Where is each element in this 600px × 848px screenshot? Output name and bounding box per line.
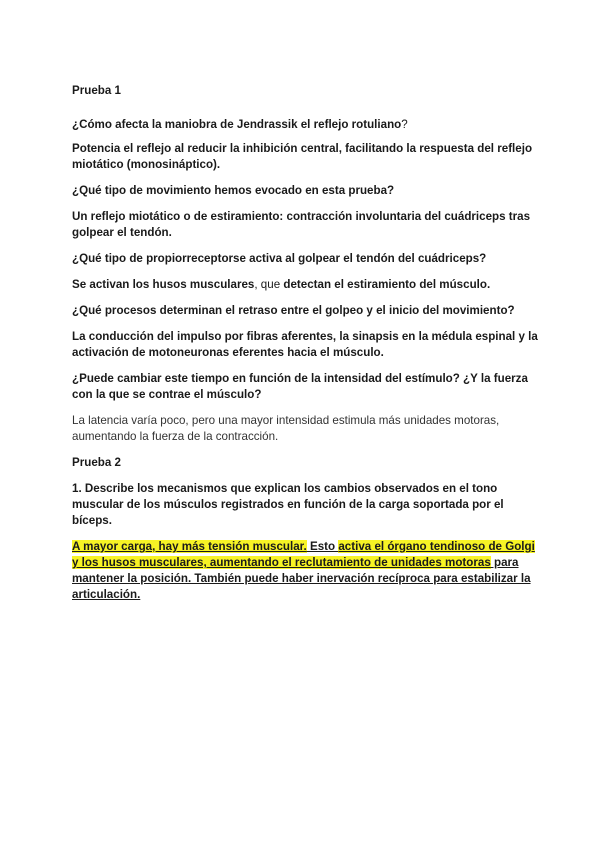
answer-6-tail: para mantener la posición. También puede haber inervación recíproca para estabilizar la articulación. [72,556,531,601]
answer-4: La conducción del impulso por fibras aferentes, la sinapsis en la médula espinal y la activación de motoneuronas eferentes hacia el músculo. [72,330,538,359]
question-6: 1. Describe los mecanismos que explican los cambios observados en el tono muscular de los músculos registrados en función de la carga soportada por el bíceps. [72,482,504,527]
question-5: ¿Puede cambiar este tiempo en función de la intensidad del estímulo? ¿Y la fuerza con la que se contrae el músculo? [72,372,528,401]
answer-6-highlight-1: A mayor carga, hay más tensión muscular. [72,540,307,553]
question-1-mark: ? [401,118,408,131]
answer-6-highlight-2: activa el órgano tendinoso de Golgi y los husos musculares, aumentando el reclutamiento de unidades motoras [72,540,535,569]
question-2: ¿Qué tipo de movimiento hemos evocado en esta prueba? [72,184,395,197]
question-4: ¿Qué procesos determinan el retraso entre el golpeo y el inicio del movimiento? [72,304,515,317]
answer-1: Potencia el reflejo al reducir la inhibición central, facilitando la respuesta del reflejo miotático (monosináptico). [72,142,533,171]
section-title-prueba-2: Prueba 2 [72,456,121,469]
answer-3 [72,277,542,293]
question-3: ¿Qué tipo de propiorreceptorse activa al golpear el tendón del cuádriceps? [72,252,487,265]
answer-6-connector: Esto [306,540,339,553]
answer-2: Un reflejo miotático o de estiramiento: contracción involuntaria del cuádriceps tras golpear el tendón. [72,210,531,239]
question-1 [72,117,542,133]
question-1-text: ¿Cómo afecta la maniobra de Jendrassik el reflejo rotuliano [72,118,402,131]
document-page [72,83,542,603]
answer-3-part-2: , que [254,278,284,291]
answer-3-part-3: detectan el estiramiento del músculo. [283,278,491,291]
answer-6 [72,539,542,603]
answer-5: La latencia varía poco, pero una mayor intensidad estimula más unidades motoras, aumentando la fuerza de la contracción. [72,414,500,443]
section-title-prueba-1: Prueba 1 [72,84,121,97]
answer-3-part-1: Se activan los husos musculares [72,278,255,291]
